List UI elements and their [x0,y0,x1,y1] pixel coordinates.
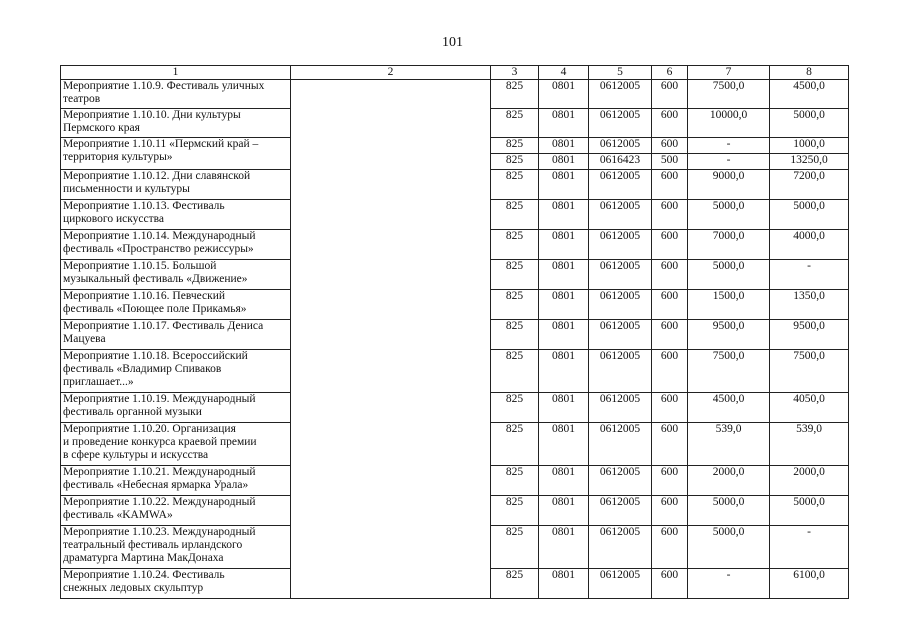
empty-column-2-cell [291,569,491,599]
value-cell-c7: 5000,0 [688,200,770,230]
value-cell-c7: - [688,154,770,170]
value-cell-c4: 0801 [539,109,589,138]
value-cell-c5: 0612005 [589,393,652,423]
activity-name-cell [61,466,291,496]
activity-name-line: драматурга Мартина МакДонаха [63,552,224,564]
header-cell: 8 [770,66,849,80]
value-cell-c6: 500 [652,154,688,170]
value-cell-c6: 600 [652,80,688,109]
value-cell-c6: 600 [652,109,688,138]
value-cell-c7: 5000,0 [688,260,770,290]
value-cell-c6: 600 [652,200,688,230]
value-cell-c5: 0612005 [589,200,652,230]
value-cell-c3: 825 [491,290,539,320]
activity-name-cell [61,290,291,320]
activity-name-cell [61,230,291,260]
value-cell-c4: 0801 [539,80,589,109]
value-cell-c3: 825 [491,200,539,230]
empty-column-2-cell [291,170,491,200]
value-cell-c4: 0801 [539,466,589,496]
value-cell-c3: 825 [491,109,539,138]
value-cell-c7: 4500,0 [688,393,770,423]
header-cell: 1 [61,66,291,80]
value-cell-c3: 825 [491,350,539,393]
activity-name-line: фестиваль «Владимир Спиваков [63,363,222,375]
value-cell-c7: 5000,0 [688,526,770,569]
value-cell-c4: 0801 [539,350,589,393]
activity-name-cell [61,526,291,569]
table-row [61,496,849,526]
value-cell-c4: 0801 [539,154,589,170]
value-cell-c7: 2000,0 [688,466,770,496]
table-row [61,80,849,109]
value-cell-c3: 825 [491,466,539,496]
value-cell-c3: 825 [491,260,539,290]
value-cell-c7: 1500,0 [688,290,770,320]
value-cell-c4: 0801 [539,230,589,260]
value-cell-c7: 7500,0 [688,80,770,109]
empty-column-2-cell [291,80,491,109]
value-cell-c8: 4000,0 [770,230,849,260]
table-row [61,138,849,154]
value-cell-c6: 600 [652,170,688,200]
value-cell-c4: 0801 [539,260,589,290]
value-cell-c8: 6100,0 [770,569,849,599]
value-cell-c5: 0612005 [589,290,652,320]
table-row [61,170,849,200]
activity-name-line: Мероприятие 1.10.18. Всероссийский [63,350,248,362]
page-number: 101 [442,35,463,50]
activity-name-line: фестиваль «KAMWA» [63,509,173,521]
activity-name-cell [61,320,291,350]
activity-name-line: Мероприятие 1.10.23. Международный [63,526,256,538]
activity-name-line: фестиваль «Поющее поле Прикамья» [63,303,247,315]
table-row [61,109,849,138]
value-cell-c5: 0612005 [589,320,652,350]
header-row [61,66,849,80]
activity-name-line: Мероприятие 1.10.20. Организация [63,423,236,435]
value-cell-c5: 0612005 [589,230,652,260]
value-cell-c7: 7000,0 [688,230,770,260]
activity-name-line: музыкальный фестиваль «Движение» [63,273,248,285]
value-cell-c3: 825 [491,230,539,260]
value-cell-c6: 600 [652,138,688,154]
activity-name-cell [61,109,291,138]
activity-name-cell [61,80,291,109]
value-cell-c7: - [688,569,770,599]
activity-name-line: Мероприятие 1.10.14. Международный [63,230,256,242]
value-cell-c5: 0612005 [589,569,652,599]
table-row [61,350,849,393]
value-cell-c4: 0801 [539,569,589,599]
table-row [61,260,849,290]
value-cell-c6: 600 [652,260,688,290]
activity-name-cell [61,569,291,599]
activity-name-line: Мероприятие 1.10.9. Фестиваль уличных [63,80,265,92]
value-cell-c3: 825 [491,569,539,599]
value-cell-c7: 7500,0 [688,350,770,393]
activity-name-line: Мероприятие 1.10.17. Фестиваль Дениса [63,320,264,332]
activity-name-line: Мероприятие 1.10.22. Международный [63,496,256,508]
activity-name-line: Мероприятие 1.10.11 «Пермский край – [63,138,259,150]
value-cell-c8: 5000,0 [770,496,849,526]
empty-column-2-cell [291,320,491,350]
header-cell: 7 [688,66,770,80]
value-cell-c3: 825 [491,393,539,423]
empty-column-2-cell [291,200,491,230]
value-cell-c6: 600 [652,526,688,569]
value-cell-c6: 600 [652,496,688,526]
value-cell-c4: 0801 [539,320,589,350]
value-cell-c4: 0801 [539,496,589,526]
value-cell-c3: 825 [491,496,539,526]
value-cell-c8: 5000,0 [770,200,849,230]
value-cell-c6: 600 [652,350,688,393]
activity-name-line: Мероприятие 1.10.24. Фестиваль [63,569,225,581]
table-row [61,200,849,230]
value-cell-c4: 0801 [539,290,589,320]
value-cell-c8: - [770,526,849,569]
activity-name-line: фестиваль «Небесная ярмарка Урала» [63,479,249,491]
value-cell-c5: 0612005 [589,138,652,154]
value-cell-c3: 825 [491,320,539,350]
empty-column-2-cell [291,260,491,290]
value-cell-c5: 0612005 [589,423,652,466]
value-cell-c8: 4500,0 [770,80,849,109]
value-cell-c7: 9500,0 [688,320,770,350]
value-cell-c6: 600 [652,569,688,599]
value-cell-c8: 2000,0 [770,466,849,496]
value-cell-c7: 5000,0 [688,496,770,526]
activity-name-line: фестиваль органной музыки [63,406,202,418]
value-cell-c8: 539,0 [770,423,849,466]
value-cell-c8: 13250,0 [770,154,849,170]
table-row [61,423,849,466]
header-cell: 6 [652,66,688,80]
value-cell-c8: 5000,0 [770,109,849,138]
value-cell-c6: 600 [652,466,688,496]
value-cell-c6: 600 [652,290,688,320]
activity-name-line: в сфере культуры и искусства [63,449,209,461]
empty-column-2-cell [291,466,491,496]
value-cell-c3: 825 [491,80,539,109]
value-cell-c4: 0801 [539,200,589,230]
table-row [61,466,849,496]
activity-name-cell [61,200,291,230]
activity-name-line: и проведение конкурса краевой премии [63,436,257,448]
value-cell-c3: 825 [491,526,539,569]
value-cell-c5: 0612005 [589,109,652,138]
table-row [61,230,849,260]
empty-column-2-cell [291,138,491,170]
activity-name-line: Мероприятие 1.10.10. Дни культуры [63,109,241,121]
value-cell-c3: 825 [491,138,539,154]
empty-column-2-cell [291,350,491,393]
value-cell-c5: 0612005 [589,496,652,526]
header-cell: 2 [291,66,491,80]
activity-name-cell [61,496,291,526]
header-cell: 5 [589,66,652,80]
header-cell: 4 [539,66,589,80]
empty-column-2-cell [291,290,491,320]
empty-column-2-cell [291,423,491,466]
activity-name-line: фестиваль «Пространство режиссуры» [63,243,254,255]
value-cell-c8: 1000,0 [770,138,849,154]
empty-column-2-cell [291,393,491,423]
activity-name-line: театров [63,93,101,105]
empty-column-2-cell [291,109,491,138]
activity-name-line: Мероприятие 1.10.15. Большой [63,260,217,272]
value-cell-c6: 600 [652,393,688,423]
value-cell-c3: 825 [491,170,539,200]
value-cell-c7: - [688,138,770,154]
value-cell-c8: 7500,0 [770,350,849,393]
activity-name-line: Мероприятие 1.10.21. Международный [63,466,256,478]
activity-name-line: театральный фестиваль ирландского [63,539,243,551]
table-row [61,569,849,599]
table-row [61,526,849,569]
activity-name-cell [61,260,291,290]
value-cell-c8: 4050,0 [770,393,849,423]
value-cell-c4: 0801 [539,138,589,154]
activity-name-cell [61,170,291,200]
activity-name-line: Мероприятие 1.10.19. Международный [63,393,256,405]
activity-name-line: Мероприятие 1.10.13. Фестиваль [63,200,225,212]
value-cell-c5: 0612005 [589,526,652,569]
activity-name-line: Пермского края [63,122,140,134]
value-cell-c4: 0801 [539,170,589,200]
header-cell: 3 [491,66,539,80]
activity-name-line: письменности и культуры [63,183,190,195]
activity-name-line: Мероприятие 1.10.16. Певческий [63,290,226,302]
value-cell-c7: 10000,0 [688,109,770,138]
value-cell-c8: 9500,0 [770,320,849,350]
activity-name-line: циркового искусства [63,213,165,225]
value-cell-c3: 825 [491,154,539,170]
value-cell-c5: 0612005 [589,466,652,496]
activity-name-cell [61,138,291,170]
activity-name-cell [61,393,291,423]
value-cell-c6: 600 [652,423,688,466]
value-cell-c5: 0612005 [589,80,652,109]
value-cell-c5: 0616423 [589,154,652,170]
table-row [61,393,849,423]
value-cell-c8: 7200,0 [770,170,849,200]
activity-name-line: Мацуева [63,333,106,345]
table-row [61,290,849,320]
value-cell-c8: - [770,260,849,290]
activity-name-cell [61,423,291,466]
activity-name-line: Мероприятие 1.10.12. Дни славянской [63,170,251,182]
table-row [61,320,849,350]
value-cell-c5: 0612005 [589,350,652,393]
activity-name-cell [61,350,291,393]
activity-name-line: снежных ледовых скульптур [63,582,204,594]
budget-table [60,65,849,599]
value-cell-c7: 9000,0 [688,170,770,200]
activity-name-line: приглашает...» [63,376,134,388]
value-cell-c6: 600 [652,320,688,350]
value-cell-c6: 600 [652,230,688,260]
value-cell-c8: 1350,0 [770,290,849,320]
value-cell-c4: 0801 [539,423,589,466]
value-cell-c4: 0801 [539,526,589,569]
empty-column-2-cell [291,230,491,260]
value-cell-c4: 0801 [539,393,589,423]
activity-name-line: территория культуры» [63,151,173,163]
empty-column-2-cell [291,526,491,569]
value-cell-c5: 0612005 [589,170,652,200]
value-cell-c7: 539,0 [688,423,770,466]
value-cell-c3: 825 [491,423,539,466]
value-cell-c5: 0612005 [589,260,652,290]
empty-column-2-cell [291,496,491,526]
